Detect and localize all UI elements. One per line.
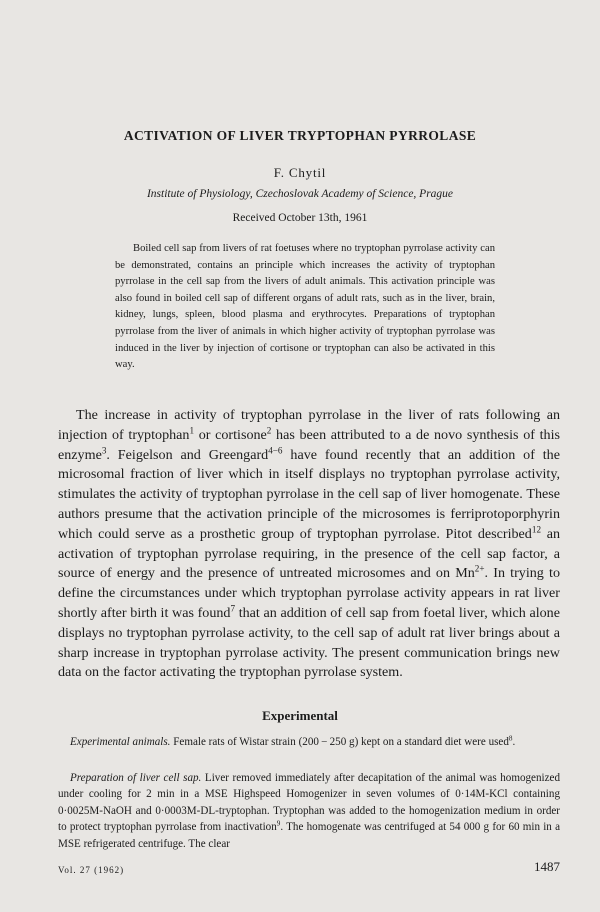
volume-label: Vol. 27 (1962) [58, 865, 125, 875]
page-number: 1487 [534, 859, 560, 874]
author-affiliation: Institute of Physiology, Czechoslovak Academy of Science, Prague [146, 188, 454, 200]
citation: 8 [508, 734, 513, 743]
citation: 3 [101, 444, 107, 455]
paragraph-experimental-animals: Experimental animals. Female rats of Wistar strain (200 − 250 g) kept on a standard diet were used$^8$. [70, 734, 516, 748]
citation: 1 [189, 425, 195, 436]
article-title: ACTIVATION OF LIVER TRYPTOPHAN PYRROLASE [123, 128, 477, 143]
intro-paragraph: The increase in activity of tryptophan pyrrolase in the liver of rats following an injection of tryptophan$^1$ or cortisone$^2$ has been attributed to a de novo synthesis of this enzyme$^3$. Feigelson and Greengard$^{4-6}$ have found recently that an addition of the microsomal fraction of liver which in itself displays no tryptophan pyrrolase activity, stimulates the activity of tryptophan pyrrolase in the cell sap of liver homogenate. These authors presume that the activation principle of the microsomes is ferriprotoporphyrin which could serve as a prosthetic group of tryptophan pyrrolase. Pitot described$^{12}$ an activation of tryptophan pyrrolase requiring, in the presence of the cell sap factor, a source of energy and the presence of untreated microsomes and on $Mn^{2+}$. In trying to define the circumstances under which tryptophan pyrrolase activity appears in rat liver shortly after birth it was found$^7$ that an addition of cell sap from foetal liver, which alone displays no tryptophan pyrrolase activity, to the cell sap of adult rat liver brings about a sharp increase in tryptophan pyrrolase activity. The present communication brings new data on the factor activating the tryptophan pyrrolase system. [58, 407, 561, 681]
citation: 9 [276, 819, 281, 828]
citation: 4−6 [268, 444, 283, 455]
paragraph-label: Preparation of liver cell sap. [70, 772, 202, 784]
abstract: Boiled cell sap from livers of rat foetuses where no tryptophan pyrrolase activity can be demonstrated, contains an principle which increases the activity of tryptophan pyrrolase in the cell sap from the livers of adult animals. This activation principle was also found in boiled cell sap of different organs of adult rats, such as in the liver, brain, kidney, lungs, spleen, blood plasma and erythrocytes. Preparations of tryptophan pyrrolase from the liver of animals in which higher activity of tryptophan pyrrolase was induced in the liver by injection of cortisone or tryptophan can also be activated in this way. [115, 243, 495, 371]
received-date: Received October 13th, 1961 [232, 212, 368, 224]
citation: 7 [230, 603, 236, 614]
paragraph-label: Experimental animals. [70, 736, 171, 748]
section-heading-experimental: Experimental [262, 708, 338, 723]
citation: 2 [266, 425, 272, 436]
ion-charge: 2+ [474, 563, 485, 574]
paragraph-cell-sap-preparation: Preparation of liver cell sap. Liver removed immediately after decapitation of the animal was homogenized under cooling for 2 min in a MSE Highspeed Homogenizer in seven volumes of 0·14M-KCl containing 0·0025M-NaOH and 0·0003M-DL-tryptophan. Tryptophan was added to the homogenization medium in order to protect tryptophan pyrrolase from inactivation$^9$. The homogenate was centrifuged at 54 000 g for 60 min in a MSE refrigerated centrifuge. The clear [58, 772, 560, 850]
citation: 12 [531, 524, 542, 535]
article-author: F. Chytil [273, 165, 327, 180]
